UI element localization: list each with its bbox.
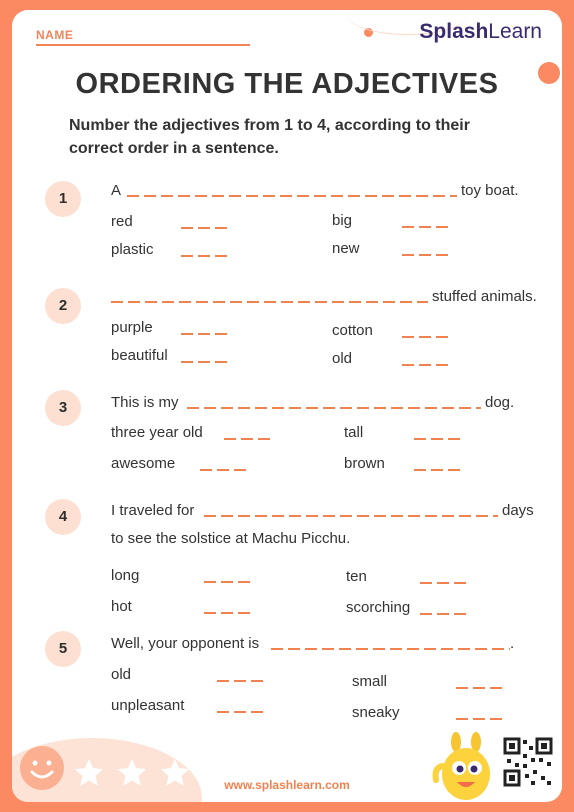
q2-option-4-blank[interactable] [402, 364, 452, 366]
q4-option-2: ten [346, 568, 367, 585]
question-number-5: 5 [45, 631, 81, 667]
q2-option-1: purple [111, 319, 153, 336]
q1-option-2-blank[interactable] [402, 226, 452, 228]
q5-option-4-blank[interactable] [456, 718, 506, 720]
q2-option-3-blank[interactable] [181, 361, 231, 363]
q4-option-1: long [111, 567, 140, 584]
footer-url[interactable]: www.splashlearn.com [224, 778, 350, 792]
q1-option-4: new [332, 240, 360, 257]
q5-option-1-blank[interactable] [217, 680, 267, 682]
q5-suffix: . [510, 635, 515, 652]
q5-option-2-blank[interactable] [456, 687, 506, 689]
q2-option-2: cotton [332, 322, 373, 339]
q3-option-4-blank[interactable] [414, 469, 464, 471]
q2-suffix: stuffed animals. [432, 288, 537, 305]
q1-option-2: big [332, 212, 353, 229]
qr-code-icon[interactable] [502, 736, 554, 788]
q3-prefix: This is my [111, 394, 179, 411]
q3-option-3-blank[interactable] [200, 469, 250, 471]
q1-prefix: A [111, 182, 122, 199]
q1-option-1: red [111, 213, 133, 230]
q5-sentence-blank[interactable] [271, 648, 510, 650]
logo-text-learn: Learn [488, 20, 542, 43]
q4-suffix: days [502, 502, 534, 519]
q4-option-2-blank[interactable] [420, 582, 470, 584]
q2-sentence-blank[interactable] [111, 301, 428, 303]
splashlearn-logo [419, 20, 542, 44]
q3-option-3: awesome [111, 455, 176, 472]
q1-option-3-blank[interactable] [181, 255, 231, 257]
q4-sentence-blank[interactable] [204, 515, 498, 517]
page-title: ORDERING THE ADJECTIVES [75, 68, 499, 100]
q4-option-3-blank[interactable] [204, 612, 254, 614]
q1-option-4-blank[interactable] [402, 254, 452, 256]
question-number-2: 2 [45, 288, 81, 324]
q1-option-1-blank[interactable] [181, 227, 231, 229]
q1-suffix: toy boat. [461, 182, 519, 199]
q2-option-2-blank[interactable] [402, 336, 452, 338]
q4-option-4: scorching [346, 599, 411, 616]
worksheet-page [12, 10, 562, 802]
instructions: Number the adjectives from 1 to 4, according to their correct order in a sentence. [69, 117, 470, 157]
q5-option-2: small [352, 673, 388, 690]
q5-option-3-blank[interactable] [217, 711, 267, 713]
question-number-4: 4 [45, 499, 81, 535]
name-field-line[interactable] [36, 44, 250, 46]
q2-option-1-blank[interactable] [181, 333, 231, 335]
q3-option-2-blank[interactable] [414, 438, 464, 440]
q1-option-3: plastic [111, 241, 154, 258]
mascot-icon [432, 732, 502, 802]
q4-line2: to see the solstice at Machu Picchu. [111, 530, 351, 547]
name-label: NAME [36, 28, 74, 42]
q3-sentence-blank[interactable] [187, 407, 481, 409]
q5-prefix: Well, your opponent is [111, 635, 260, 652]
q3-option-1-blank[interactable] [224, 438, 274, 440]
q3-option-1: three year old [111, 424, 203, 441]
logo-text-splash: Splash [419, 20, 489, 43]
q3-option-4: brown [344, 455, 385, 472]
question-number-3: 3 [45, 390, 81, 426]
q5-option-1: old [111, 666, 132, 683]
q4-option-1-blank[interactable] [204, 581, 254, 583]
q3-suffix: dog. [485, 394, 515, 411]
q5-option-4: sneaky [352, 704, 400, 721]
q2-option-4: old [332, 350, 353, 367]
q4-option-4-blank[interactable] [420, 613, 470, 615]
q1-sentence-blank[interactable] [127, 195, 457, 197]
q2-option-3: beautiful [111, 347, 168, 364]
q5-option-3: unpleasant [111, 697, 185, 714]
question-number-1: 1 [45, 181, 81, 217]
q4-prefix: I traveled for [111, 502, 195, 519]
q3-option-2: tall [344, 424, 364, 441]
q4-option-3: hot [111, 598, 132, 615]
